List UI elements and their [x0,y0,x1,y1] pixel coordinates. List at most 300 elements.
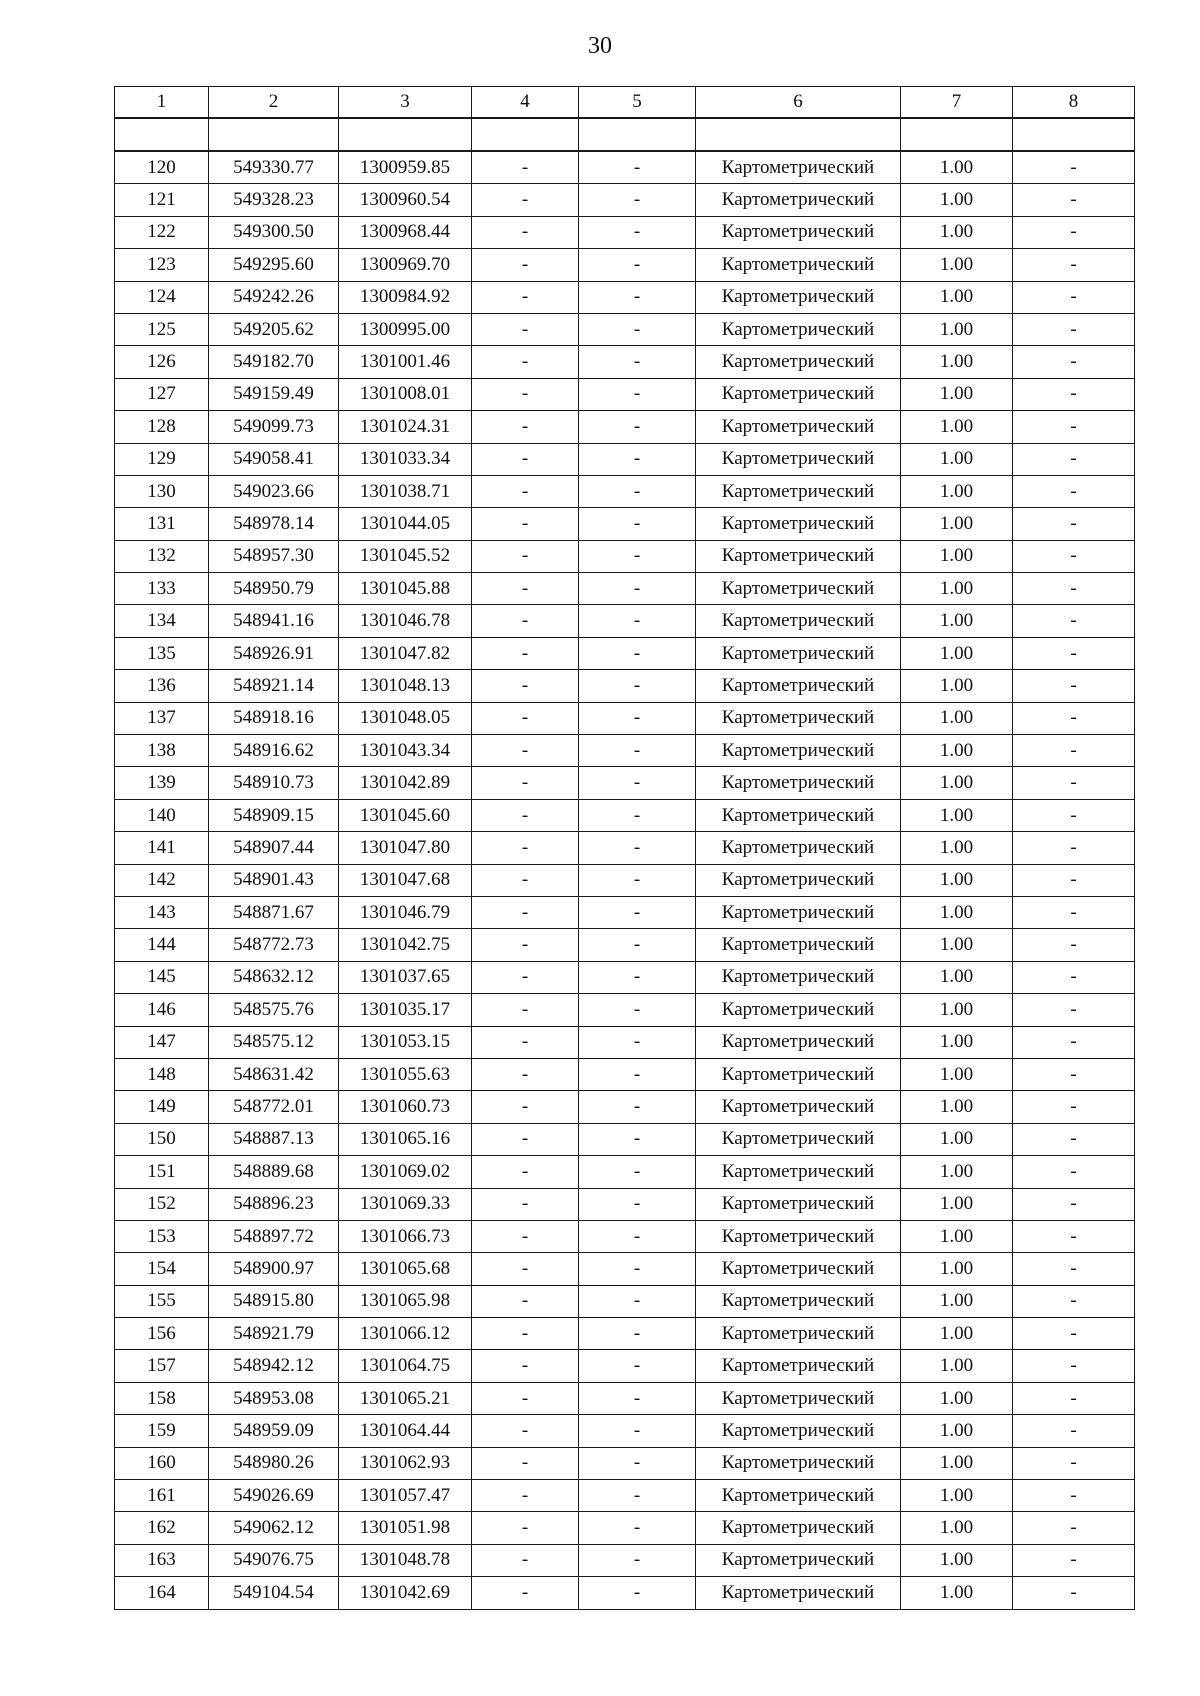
cell-accuracy: 1.00 [901,346,1013,378]
cell-coord-x: 549062.12 [209,1512,339,1544]
table-row [115,475,1135,507]
cell-accuracy: 1.00 [901,1350,1013,1382]
table-row [115,1350,1135,1382]
table-row [115,573,1135,605]
blank-cell [696,118,901,151]
table-row [115,184,1135,216]
cell-point-number: 140 [115,799,209,831]
table-header-row [115,87,1135,119]
table-row [115,281,1135,313]
cell-col-5: - [579,929,696,961]
cell-coord-x: 549295.60 [209,249,339,281]
cell-point-number: 147 [115,1026,209,1058]
cell-coord-y: 1301043.34 [339,735,472,767]
cell-method: Картометрический [696,1480,901,1512]
cell-col-4: - [472,443,579,475]
cell-point-number: 160 [115,1447,209,1479]
cell-col-5: - [579,961,696,993]
cell-method: Картометрический [696,475,901,507]
coordinates-table [114,86,1135,1610]
cell-coord-x: 548887.13 [209,1123,339,1155]
cell-point-number: 149 [115,1091,209,1123]
cell-coord-y: 1301046.78 [339,605,472,637]
cell-method: Картометрический [696,735,901,767]
cell-method: Картометрический [696,216,901,248]
cell-accuracy: 1.00 [901,508,1013,540]
cell-col-5: - [579,573,696,605]
cell-point-number: 129 [115,443,209,475]
table-row [115,1382,1135,1414]
cell-accuracy: 1.00 [901,249,1013,281]
cell-col-4: - [472,1512,579,1544]
cell-accuracy: 1.00 [901,281,1013,313]
cell-col-4: - [472,313,579,345]
cell-coord-y: 1301024.31 [339,411,472,443]
cell-coord-x: 549099.73 [209,411,339,443]
cell-point-number: 146 [115,994,209,1026]
cell-coord-y: 1301053.15 [339,1026,472,1058]
table-row [115,1156,1135,1188]
table-row [115,443,1135,475]
cell-accuracy: 1.00 [901,1447,1013,1479]
cell-method: Картометрический [696,411,901,443]
table-row [115,378,1135,410]
cell-col-8: - [1013,249,1135,281]
cell-col-8: - [1013,1091,1135,1123]
cell-point-number: 158 [115,1382,209,1414]
cell-col-5: - [579,1350,696,1382]
cell-point-number: 163 [115,1544,209,1576]
cell-accuracy: 1.00 [901,475,1013,507]
table-row [115,411,1135,443]
cell-col-5: - [579,896,696,928]
cell-coord-x: 549023.66 [209,475,339,507]
cell-col-5: - [579,637,696,669]
cell-col-4: - [472,670,579,702]
cell-coord-y: 1301038.71 [339,475,472,507]
cell-method: Картометрический [696,1091,901,1123]
cell-coord-x: 548921.79 [209,1318,339,1350]
table-row [115,249,1135,281]
table-row [115,1544,1135,1576]
cell-method: Картометрический [696,1123,901,1155]
cell-point-number: 156 [115,1318,209,1350]
blank-cell [472,118,579,151]
cell-coord-y: 1301057.47 [339,1480,472,1512]
cell-coord-y: 1301051.98 [339,1512,472,1544]
cell-point-number: 133 [115,573,209,605]
cell-coord-y: 1301048.78 [339,1544,472,1576]
cell-method: Картометрический [696,1512,901,1544]
cell-method: Картометрический [696,1285,901,1317]
cell-point-number: 131 [115,508,209,540]
cell-point-number: 142 [115,864,209,896]
table-row [115,313,1135,345]
header-cell: 8 [1013,87,1135,119]
cell-coord-y: 1301066.12 [339,1318,472,1350]
cell-accuracy: 1.00 [901,1156,1013,1188]
cell-coord-y: 1301069.02 [339,1156,472,1188]
cell-col-8: - [1013,540,1135,572]
cell-accuracy: 1.00 [901,1512,1013,1544]
cell-col-8: - [1013,896,1135,928]
cell-accuracy: 1.00 [901,799,1013,831]
cell-method: Картометрический [696,799,901,831]
cell-col-4: - [472,1577,579,1609]
blank-cell [579,118,696,151]
cell-coord-y: 1301069.33 [339,1188,472,1220]
cell-method: Картометрический [696,1350,901,1382]
cell-method: Картометрический [696,605,901,637]
cell-col-4: - [472,475,579,507]
table-row [115,994,1135,1026]
cell-method: Картометрический [696,281,901,313]
cell-col-5: - [579,346,696,378]
cell-coord-y: 1301060.73 [339,1091,472,1123]
cell-accuracy: 1.00 [901,896,1013,928]
cell-coord-x: 549242.26 [209,281,339,313]
cell-col-4: - [472,508,579,540]
cell-coord-x: 549328.23 [209,184,339,216]
cell-method: Картометрический [696,1156,901,1188]
cell-point-number: 141 [115,832,209,864]
table-body [115,87,1135,1610]
cell-method: Картометрический [696,832,901,864]
cell-coord-y: 1301033.34 [339,443,472,475]
cell-col-5: - [579,832,696,864]
cell-col-8: - [1013,313,1135,345]
cell-col-8: - [1013,1577,1135,1609]
cell-accuracy: 1.00 [901,1123,1013,1155]
cell-col-4: - [472,346,579,378]
cell-col-4: - [472,605,579,637]
cell-col-8: - [1013,637,1135,669]
blank-cell [209,118,339,151]
cell-accuracy: 1.00 [901,1091,1013,1123]
cell-method: Картометрический [696,1058,901,1090]
cell-col-4: - [472,1253,579,1285]
cell-coord-x: 548915.80 [209,1285,339,1317]
table-row [115,1253,1135,1285]
cell-col-5: - [579,1382,696,1414]
cell-coord-y: 1301055.63 [339,1058,472,1090]
cell-accuracy: 1.00 [901,1577,1013,1609]
cell-coord-x: 549076.75 [209,1544,339,1576]
cell-coord-x: 548901.43 [209,864,339,896]
cell-point-number: 135 [115,637,209,669]
table-row [115,216,1135,248]
cell-col-5: - [579,249,696,281]
cell-col-5: - [579,1123,696,1155]
cell-col-8: - [1013,929,1135,961]
cell-col-8: - [1013,1544,1135,1576]
cell-col-5: - [579,1220,696,1252]
cell-accuracy: 1.00 [901,216,1013,248]
cell-point-number: 124 [115,281,209,313]
cell-accuracy: 1.00 [901,1058,1013,1090]
cell-col-5: - [579,767,696,799]
cell-col-5: - [579,702,696,734]
cell-col-8: - [1013,1188,1135,1220]
page-number: 30 [588,33,612,59]
cell-method: Картометрический [696,994,901,1026]
cell-col-4: - [472,249,579,281]
cell-coord-y: 1301045.60 [339,799,472,831]
blank-cell [901,118,1013,151]
cell-point-number: 155 [115,1285,209,1317]
cell-method: Картометрический [696,1220,901,1252]
cell-col-5: - [579,799,696,831]
table-row [115,605,1135,637]
cell-accuracy: 1.00 [901,411,1013,443]
cell-point-number: 123 [115,249,209,281]
cell-method: Картометрический [696,443,901,475]
table-row [115,929,1135,961]
cell-accuracy: 1.00 [901,994,1013,1026]
cell-col-8: - [1013,346,1135,378]
cell-point-number: 159 [115,1415,209,1447]
table-row [115,864,1135,896]
cell-coord-y: 1300995.00 [339,313,472,345]
cell-point-number: 125 [115,313,209,345]
cell-col-4: - [472,281,579,313]
cell-col-5: - [579,1512,696,1544]
cell-col-8: - [1013,670,1135,702]
cell-col-4: - [472,1318,579,1350]
table-row [115,1447,1135,1479]
cell-col-5: - [579,1026,696,1058]
table-row [115,832,1135,864]
cell-col-8: - [1013,1026,1135,1058]
table-row [115,1123,1135,1155]
cell-col-8: - [1013,1156,1135,1188]
cell-point-number: 132 [115,540,209,572]
cell-col-8: - [1013,475,1135,507]
cell-col-8: - [1013,1123,1135,1155]
cell-coord-y: 1301045.52 [339,540,472,572]
cell-point-number: 157 [115,1350,209,1382]
cell-col-4: - [472,702,579,734]
cell-point-number: 120 [115,151,209,184]
cell-coord-x: 548772.01 [209,1091,339,1123]
cell-coord-x: 548871.67 [209,896,339,928]
cell-accuracy: 1.00 [901,1415,1013,1447]
cell-method: Картометрический [696,184,901,216]
cell-coord-x: 548918.16 [209,702,339,734]
table-row [115,1058,1135,1090]
cell-col-4: - [472,1091,579,1123]
table-row [115,1091,1135,1123]
table-row [115,1512,1135,1544]
cell-accuracy: 1.00 [901,573,1013,605]
cell-accuracy: 1.00 [901,735,1013,767]
table-row [115,961,1135,993]
cell-col-4: - [472,1415,579,1447]
cell-col-4: - [472,994,579,1026]
cell-coord-x: 548942.12 [209,1350,339,1382]
blank-cell [115,118,209,151]
cell-point-number: 122 [115,216,209,248]
table-row [115,896,1135,928]
cell-coord-y: 1301035.17 [339,994,472,1026]
cell-point-number: 139 [115,767,209,799]
cell-col-8: - [1013,605,1135,637]
cell-point-number: 127 [115,378,209,410]
cell-accuracy: 1.00 [901,637,1013,669]
table-row [115,1188,1135,1220]
cell-coord-x: 548575.12 [209,1026,339,1058]
cell-coord-x: 549182.70 [209,346,339,378]
cell-point-number: 153 [115,1220,209,1252]
cell-coord-x: 549300.50 [209,216,339,248]
table-row [115,1318,1135,1350]
cell-coord-x: 548897.72 [209,1220,339,1252]
cell-method: Картометрический [696,1415,901,1447]
table-row [115,1415,1135,1447]
cell-method: Картометрический [696,1318,901,1350]
cell-coord-x: 549159.49 [209,378,339,410]
cell-col-5: - [579,540,696,572]
cell-accuracy: 1.00 [901,1544,1013,1576]
cell-method: Картометрический [696,540,901,572]
cell-col-4: - [472,1544,579,1576]
cell-accuracy: 1.00 [901,961,1013,993]
cell-col-4: - [472,832,579,864]
cell-col-8: - [1013,961,1135,993]
cell-point-number: 136 [115,670,209,702]
cell-method: Картометрический [696,864,901,896]
cell-col-8: - [1013,1480,1135,1512]
cell-coord-y: 1300959.85 [339,151,472,184]
cell-col-4: - [472,216,579,248]
cell-col-5: - [579,378,696,410]
cell-coord-y: 1301062.93 [339,1447,472,1479]
table-blank-row [115,118,1135,151]
cell-point-number: 161 [115,1480,209,1512]
cell-method: Картометрический [696,1253,901,1285]
cell-col-4: - [472,1285,579,1317]
table-row [115,767,1135,799]
cell-point-number: 151 [115,1156,209,1188]
cell-coord-y: 1301001.46 [339,346,472,378]
cell-coord-x: 549058.41 [209,443,339,475]
table-row [115,540,1135,572]
cell-coord-x: 548916.62 [209,735,339,767]
cell-col-5: - [579,508,696,540]
cell-col-5: - [579,1058,696,1090]
cell-coord-y: 1301044.05 [339,508,472,540]
cell-col-5: - [579,1447,696,1479]
cell-coord-x: 548959.09 [209,1415,339,1447]
cell-coord-y: 1300984.92 [339,281,472,313]
cell-coord-y: 1301008.01 [339,378,472,410]
header-cell: 7 [901,87,1013,119]
table-row [115,1480,1135,1512]
cell-col-4: - [472,1156,579,1188]
cell-coord-y: 1300960.54 [339,184,472,216]
cell-col-8: - [1013,151,1135,184]
cell-col-4: - [472,1480,579,1512]
cell-accuracy: 1.00 [901,540,1013,572]
cell-accuracy: 1.00 [901,929,1013,961]
cell-col-5: - [579,1480,696,1512]
cell-col-5: - [579,1091,696,1123]
cell-coord-x: 548926.91 [209,637,339,669]
cell-accuracy: 1.00 [901,151,1013,184]
cell-point-number: 162 [115,1512,209,1544]
table-row [115,735,1135,767]
cell-coord-y: 1301047.80 [339,832,472,864]
cell-point-number: 144 [115,929,209,961]
cell-coord-y: 1301065.98 [339,1285,472,1317]
cell-col-4: - [472,1447,579,1479]
cell-col-8: - [1013,994,1135,1026]
cell-col-5: - [579,216,696,248]
cell-accuracy: 1.00 [901,605,1013,637]
cell-point-number: 143 [115,896,209,928]
cell-coord-y: 1301048.13 [339,670,472,702]
cell-method: Картометрический [696,1447,901,1479]
cell-point-number: 130 [115,475,209,507]
cell-col-4: - [472,1026,579,1058]
cell-col-8: - [1013,1382,1135,1414]
cell-col-5: - [579,1285,696,1317]
table-row [115,346,1135,378]
cell-coord-x: 548941.16 [209,605,339,637]
cell-col-5: - [579,151,696,184]
cell-accuracy: 1.00 [901,443,1013,475]
blank-cell [339,118,472,151]
cell-coord-x: 548978.14 [209,508,339,540]
cell-coord-x: 549205.62 [209,313,339,345]
cell-col-8: - [1013,443,1135,475]
cell-coord-x: 549330.77 [209,151,339,184]
cell-col-4: - [472,1058,579,1090]
cell-coord-x: 548953.08 [209,1382,339,1414]
cell-coord-x: 549026.69 [209,1480,339,1512]
cell-col-4: - [472,1188,579,1220]
cell-coord-x: 548575.76 [209,994,339,1026]
cell-coord-y: 1301037.65 [339,961,472,993]
cell-col-5: - [579,475,696,507]
cell-col-8: - [1013,1447,1135,1479]
cell-coord-x: 548889.68 [209,1156,339,1188]
cell-accuracy: 1.00 [901,1253,1013,1285]
cell-col-4: - [472,961,579,993]
cell-method: Картометрический [696,346,901,378]
cell-coord-y: 1301042.69 [339,1577,472,1609]
header-cell: 5 [579,87,696,119]
cell-col-8: - [1013,832,1135,864]
cell-col-8: - [1013,184,1135,216]
cell-col-8: - [1013,864,1135,896]
cell-coord-x: 548631.42 [209,1058,339,1090]
cell-col-4: - [472,1382,579,1414]
cell-accuracy: 1.00 [901,1026,1013,1058]
cell-col-8: - [1013,767,1135,799]
cell-col-5: - [579,281,696,313]
cell-col-5: - [579,184,696,216]
cell-coord-x: 548907.44 [209,832,339,864]
cell-coord-y: 1301047.82 [339,637,472,669]
cell-coord-x: 548632.12 [209,961,339,993]
cell-point-number: 121 [115,184,209,216]
cell-col-5: - [579,735,696,767]
cell-col-5: - [579,1253,696,1285]
cell-coord-x: 548957.30 [209,540,339,572]
cell-col-4: - [472,1350,579,1382]
header-cell: 3 [339,87,472,119]
